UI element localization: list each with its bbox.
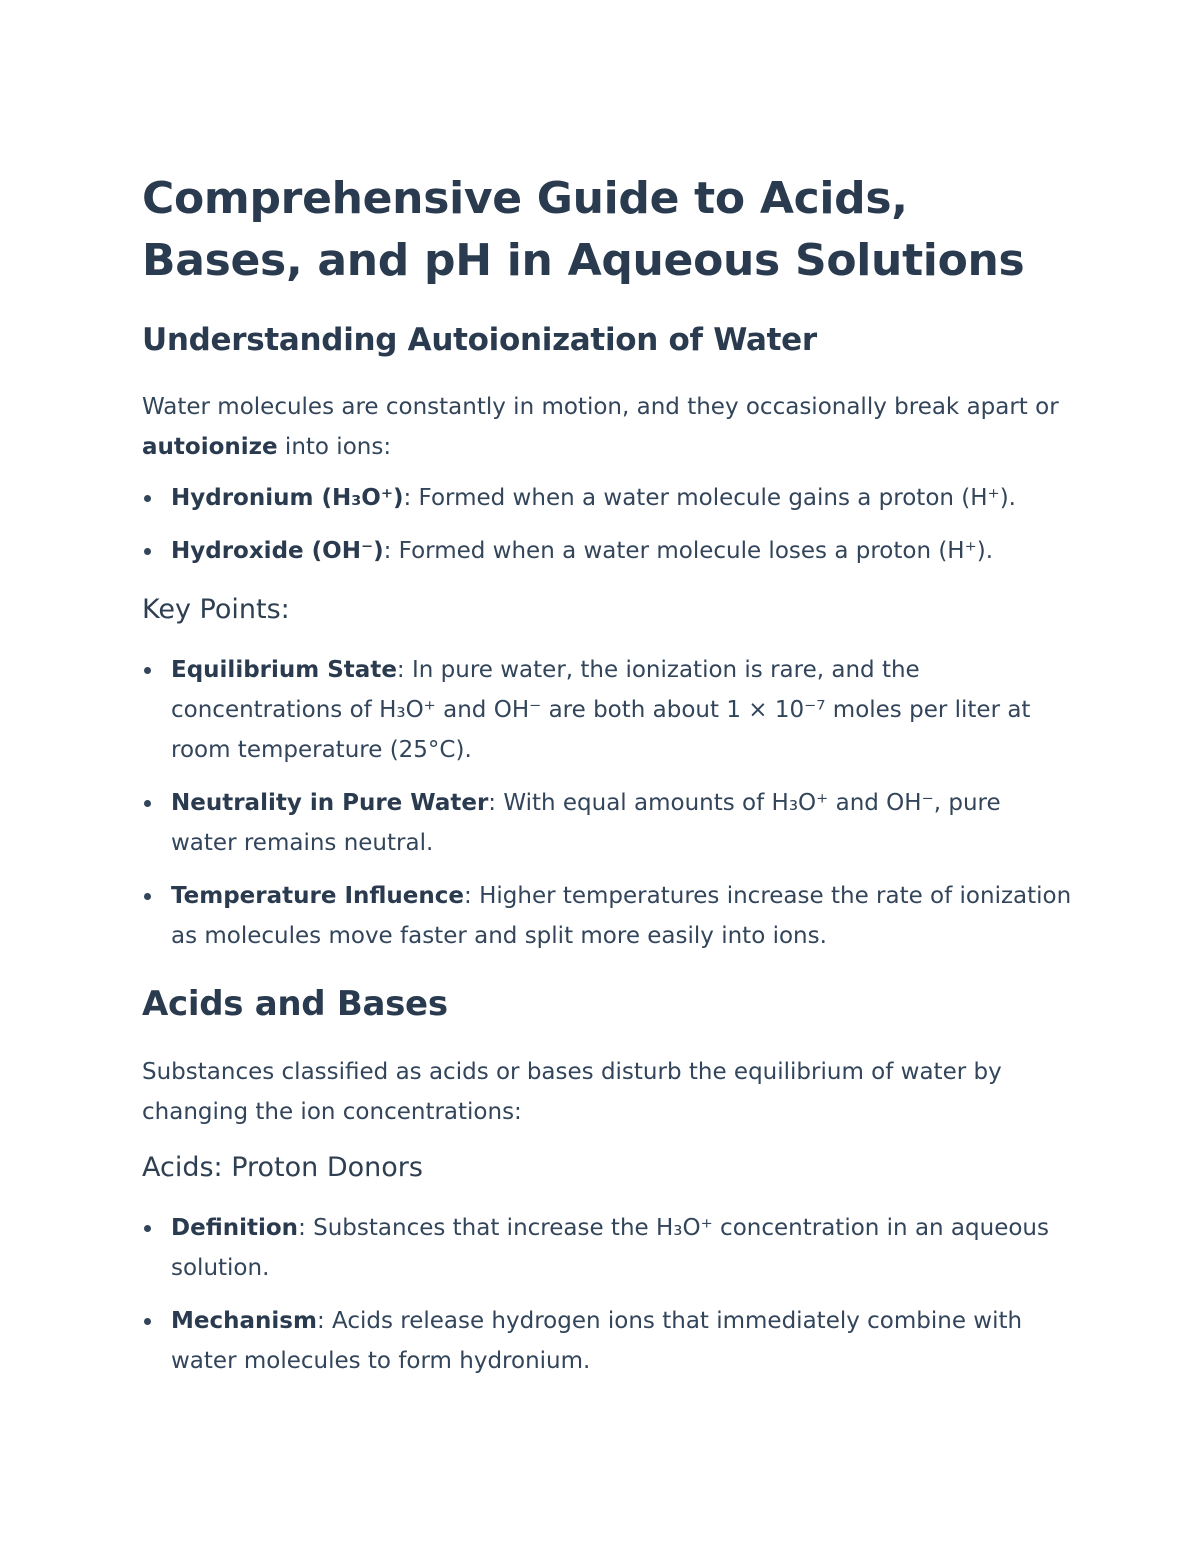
list-item-neutrality <box>142 783 1072 863</box>
list-item-text: : Acids release hydrogen ions that immediately combine with water molecules to form hydronium. <box>171 1308 1023 1374</box>
bullet-icon <box>144 893 151 900</box>
key-points-list <box>142 650 1072 956</box>
acids-heading: Acids: Proton Donors <box>142 1152 423 1183</box>
list-item-term: Hydroxide (OH⁻) <box>171 538 384 564</box>
intro-term-autoionize: autoionize <box>142 434 278 460</box>
list-item-mechanism <box>142 1301 1072 1381</box>
list-item-definition <box>142 1208 1072 1288</box>
section-heading-autoionization: Understanding Autoionization of Water <box>142 322 817 358</box>
acids-bases-intro: Substances classified as acids or bases disturb the equilibrium of water by changing the ion concentrations: <box>142 1059 1002 1125</box>
list-item-text: : With equal amounts of H₃O⁺ and OH⁻, pure water remains neutral. <box>171 790 1001 856</box>
acids-list <box>142 1208 1072 1381</box>
list-item-term: Equilibrium State <box>171 657 397 683</box>
key-points-heading: Key Points: <box>142 594 290 625</box>
bullet-icon <box>144 800 151 807</box>
list-item-text: : Substances that increase the H₃O⁺ concentration in an aqueous solution. <box>171 1215 1049 1281</box>
list-item-text: : In pure water, the ionization is rare, and the concentrations of H₃O⁺ and OH⁻ are both about 1 × 10⁻⁷ moles per liter at room temperature (25°C). <box>171 657 1031 763</box>
bullet-icon <box>144 667 151 674</box>
bullet-icon <box>144 495 151 502</box>
intro-text-pre: Water molecules are constantly in motion, and they occasionally break apart or <box>142 394 1059 420</box>
list-item-text: : Formed when a water molecule loses a proton (H⁺). <box>383 538 994 564</box>
bullet-icon <box>144 1225 151 1232</box>
list-item-term: Neutrality in Pure Water <box>171 790 489 816</box>
ion-list <box>142 478 1072 571</box>
list-item-text: : Higher temperatures increase the rate of ionization as molecules move faster and split more easily into ions. <box>171 883 1072 949</box>
list-item-hydroxide <box>142 531 1072 571</box>
list-item-temperature <box>142 876 1072 956</box>
page-title: Comprehensive Guide to Acids, Bases, and pH in Aqueous Solutions <box>142 173 1025 286</box>
list-item-term: Definition <box>171 1215 299 1241</box>
bullet-icon <box>144 548 151 555</box>
section-heading-acids-bases: Acids and Bases <box>142 984 448 1024</box>
list-item-equilibrium <box>142 650 1072 770</box>
bullet-icon <box>144 1318 151 1325</box>
list-item-hydronium <box>142 478 1072 518</box>
list-item-term: Hydronium (H₃O⁺) <box>171 485 404 511</box>
autoionization-intro <box>142 387 1072 467</box>
list-item-term: Mechanism <box>171 1308 317 1334</box>
intro-text-post: into ions: <box>277 434 392 460</box>
list-item-term: Temperature Influence <box>171 883 465 909</box>
list-item-text: : Formed when a water molecule gains a proton (H⁺). <box>403 485 1016 511</box>
